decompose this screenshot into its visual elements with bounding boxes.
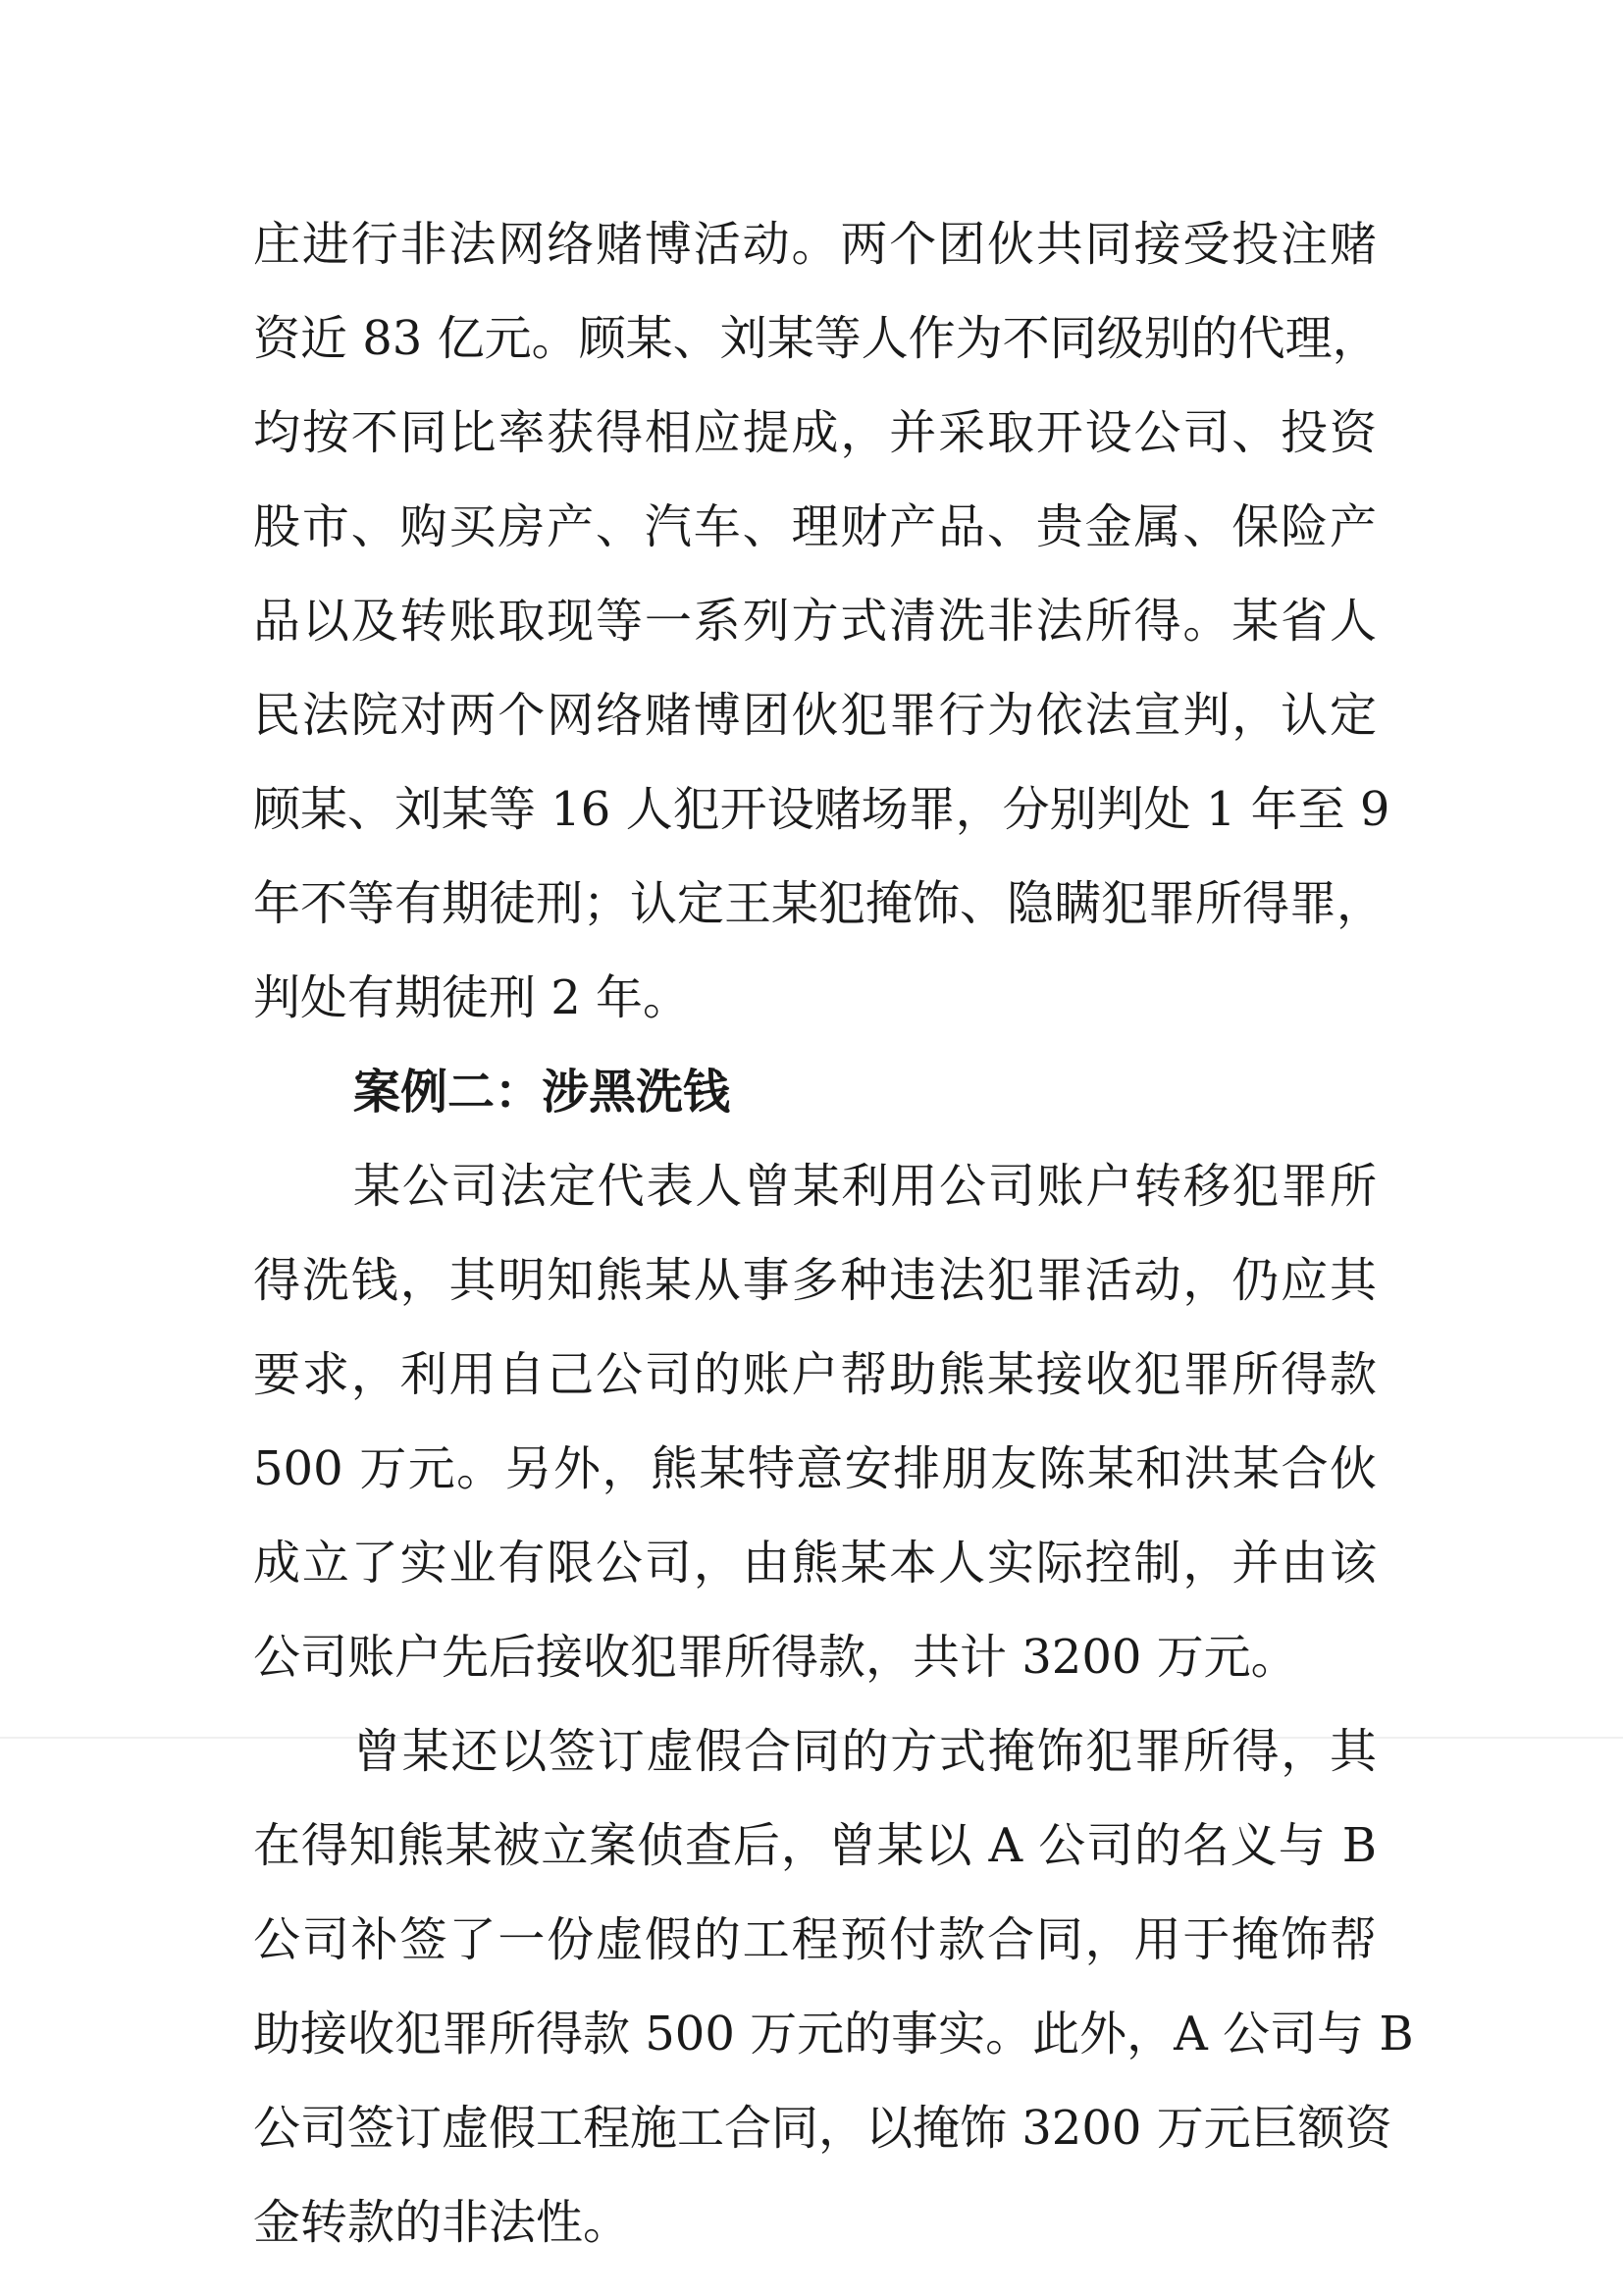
paragraph3-line-5: 公司签订虚假工程施工合同，以掩饰 3200 万元巨额资 [253, 2101, 1392, 2156]
paragraph3-line-2: 在得知熊某被立案侦查后，曾某以 A 公司的名义与 B [253, 1818, 1377, 1873]
paragraph2-line-1: 某公司法定代表人曾某利用公司账户转移犯罪所 [353, 1159, 1377, 1214]
paragraph1-line-5: 品以及转账取现等一系列方式清洗非法所得。某省人 [253, 594, 1377, 649]
paragraph2-line-2: 得洗钱，其明知熊某从事多种违法犯罪活动，仍应其 [253, 1253, 1377, 1308]
paragraph1-line-8: 年不等有期徒刑；认定王某犯掩饰、隐瞒犯罪所得罪， [253, 876, 1385, 931]
paragraph3-line-6: 金转款的非法性。 [253, 2195, 631, 2250]
paragraph1-line-4: 股市、购买房产、汽车、理财产品、贵金属、保险产 [253, 499, 1377, 554]
paragraph2-line-3: 要求，利用自己公司的账户帮助熊某接收犯罪所得款 [253, 1347, 1377, 1402]
paragraph3-line-1: 曾某还以签订虚假合同的方式掩饰犯罪所得，其 [353, 1724, 1377, 1779]
paragraph1-line-2: 资近 83 亿元。顾某、刘某等人作为不同级别的代理， [253, 311, 1380, 366]
paragraph1-line-7: 顾某、刘某等 16 人犯开设赌场罪，分别判处 1 年至 9 [253, 782, 1390, 837]
paragraph3-line-3: 公司补签了一份虚假的工程预付款合同，用于掩饰帮 [253, 1912, 1377, 1967]
paragraph1-line-1: 庄进行非法网络赌博活动。两个团伙共同接受投注赌 [253, 217, 1377, 272]
paragraph3-line-4: 助接收犯罪所得款 500 万元的事实。此外，A 公司与 B [253, 2007, 1414, 2061]
paragraph2-line-4: 500 万元。另外，熊某特意安排朋友陈某和洪某合伙 [253, 1441, 1377, 1496]
paragraph1-line-9: 判处有期徒刑 2 年。 [253, 970, 691, 1025]
paragraph2-line-6: 公司账户先后接收犯罪所得款，共计 3200 万元。 [253, 1630, 1298, 1685]
paragraph1-line-6: 民法院对两个网络赌博团伙犯罪行为依法宣判，认定 [253, 688, 1377, 743]
paragraph1-line-3: 均按不同比率获得相应提成，并采取开设公司、投资 [253, 405, 1377, 460]
paragraph2-line-5: 成立了实业有限公司，由熊某本人实际控制，并由该 [253, 1536, 1377, 1591]
case-heading: 案例二：涉黑洗钱 [353, 1065, 731, 1120]
